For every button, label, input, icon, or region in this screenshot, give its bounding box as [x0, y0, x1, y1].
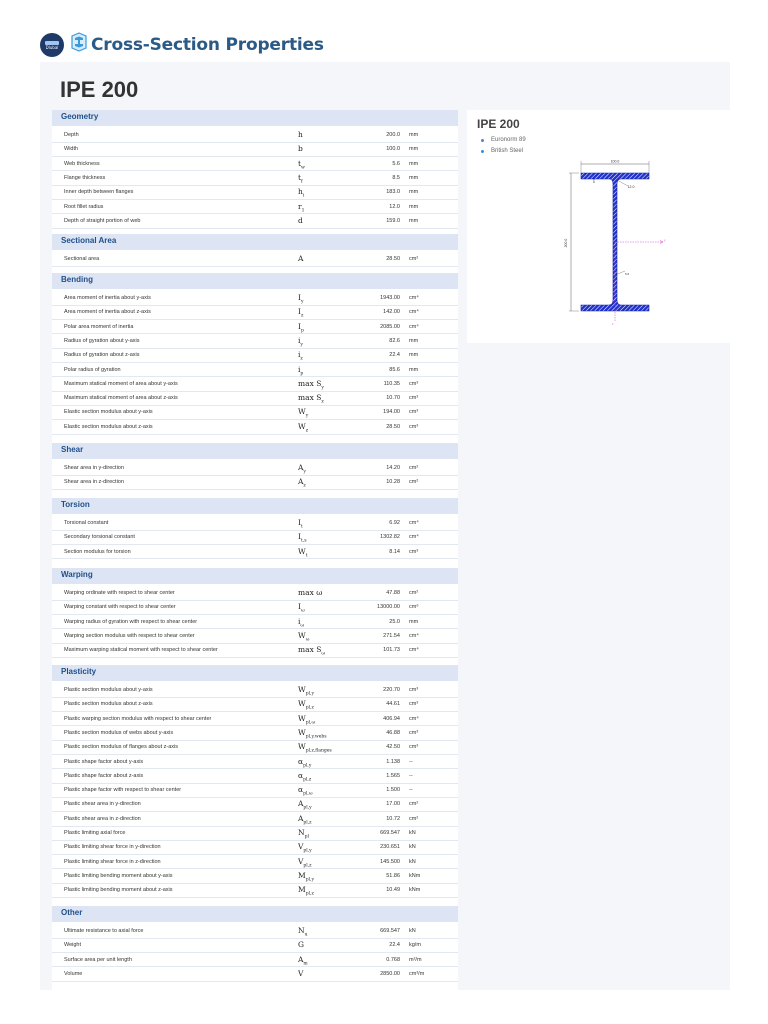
property-description: Warping ordinate with respect to shear center — [64, 590, 175, 596]
property-unit: mm — [409, 217, 419, 224]
property-value: 271.54 — [383, 632, 400, 639]
property-symbol: $i_p$ — [298, 364, 304, 376]
property-value: 1.565 — [386, 772, 400, 779]
table-row — [52, 142, 458, 156]
property-symbol: $W_y$ — [298, 407, 309, 419]
table-row — [52, 545, 458, 559]
property-description: Maximum statical moment of area about z-axis — [64, 395, 178, 402]
table-row — [52, 305, 458, 319]
property-description: Ultimate resistance to axial force — [64, 928, 144, 934]
property-symbol: $W_\omega$ — [298, 630, 310, 643]
property-value: 12.0 — [389, 203, 400, 210]
property-symbol: $t_w$ — [298, 158, 305, 171]
property-symbol: $W_{pl,y,webs}$ — [298, 727, 327, 740]
row-divider — [52, 558, 458, 559]
property-value: 0.768 — [386, 956, 400, 963]
table-row — [52, 391, 458, 405]
property-symbol: $I_\omega$ — [298, 602, 305, 614]
cross-section-app-icon — [70, 32, 88, 52]
property-description: Width — [64, 146, 79, 153]
property-unit: -- — [409, 772, 413, 779]
property-value: 2085.00 — [380, 323, 400, 330]
section-header — [52, 234, 458, 250]
y-axis-label: y — [664, 238, 666, 242]
property-unit: cm³ — [409, 701, 419, 708]
property-description: Depth — [64, 132, 79, 138]
property-symbol: $I_z$ — [298, 307, 304, 319]
property-description: Maximum statical moment of area about y-axis — [64, 380, 178, 387]
property-value: 200.0 — [386, 132, 400, 138]
property-symbol: V — [298, 968, 304, 978]
table-row — [52, 769, 458, 783]
table-row — [52, 348, 458, 362]
property-unit: cm⁴ — [409, 295, 419, 301]
property-symbol: $\max S_z$ — [298, 393, 324, 405]
property-value: 42.50 — [386, 744, 400, 751]
property-symbol: $N_u$ — [298, 926, 308, 938]
table-row — [52, 185, 458, 199]
section-header — [52, 273, 458, 289]
property-description: Plastic section modulus of webs about y-axis — [64, 729, 174, 736]
property-symbol: $I_p$ — [298, 321, 304, 334]
property-unit: mm — [409, 160, 419, 167]
dimension-lines — [569, 161, 649, 311]
property-value: 17.00 — [386, 801, 400, 808]
table-row — [52, 797, 458, 811]
property-symbol: $W_{pl,y}$ — [298, 685, 315, 697]
standards-list — [481, 137, 526, 159]
property-unit: cm² — [409, 801, 419, 808]
section-header-title: Warping — [61, 570, 93, 579]
property-description: Depth of straight portion of web — [64, 217, 141, 224]
table-row — [52, 826, 458, 840]
property-description: Plastic limiting shear force in z-direction — [64, 858, 161, 865]
table-row — [52, 869, 458, 883]
property-value: 22.4 — [389, 352, 400, 359]
width-label: 100.0 — [610, 159, 620, 164]
property-unit: cm³ — [409, 687, 419, 693]
row-divider — [52, 981, 458, 982]
table-row — [52, 840, 458, 854]
table-row — [52, 883, 458, 897]
table-row — [52, 629, 458, 643]
property-description: Area moment of inertia about z-axis — [64, 309, 151, 316]
property-value: 194.00 — [383, 409, 400, 416]
property-value: 8.5 — [392, 174, 400, 181]
property-value: 1943.00 — [380, 295, 400, 301]
table-row — [52, 291, 458, 305]
table-row — [52, 855, 458, 869]
table-row — [52, 697, 458, 711]
property-description: Shear area in y-direction — [64, 465, 124, 471]
property-value: 10.49 — [386, 887, 400, 894]
property-value: 1.138 — [386, 758, 400, 765]
property-unit: cm³ — [409, 423, 419, 430]
property-description: Plastic shape factor with respect to shear center — [64, 787, 182, 794]
property-value: 5.6 — [392, 160, 400, 167]
property-symbol: $A_{pl,z}$ — [298, 813, 312, 826]
property-description: Maximum warping statical moment with respect to shear center — [64, 647, 218, 654]
top-bar — [0, 0, 768, 62]
property-value: 159.0 — [386, 217, 400, 224]
property-value: 85.6 — [389, 366, 400, 373]
table-row — [52, 683, 458, 697]
property-value: 44.61 — [386, 701, 400, 708]
property-unit: cm³ — [409, 409, 419, 416]
property-unit: cm² — [409, 256, 419, 262]
app-title: Cross-Section Properties — [91, 35, 324, 55]
property-value: 2850.00 — [380, 970, 400, 977]
table-row — [52, 924, 458, 938]
table-row — [52, 712, 458, 726]
property-value: 110.35 — [383, 380, 400, 387]
property-unit: cm⁴ — [409, 323, 419, 330]
table-row — [52, 128, 458, 142]
property-unit: mm — [409, 189, 419, 196]
property-symbol: $A_m$ — [298, 954, 308, 967]
property-value: 1.500 — [386, 787, 400, 794]
table-row — [52, 600, 458, 614]
property-description: Secondary torsional constant — [64, 534, 135, 541]
section-header — [52, 498, 458, 514]
table-row — [52, 363, 458, 377]
property-unit: cm² — [409, 479, 419, 486]
property-value: 10.28 — [386, 479, 400, 486]
property-unit: cm² — [409, 590, 419, 596]
property-unit: mm — [409, 174, 419, 181]
property-symbol: $I_t$ — [298, 518, 303, 530]
property-unit: kN — [409, 858, 416, 865]
property-value: 101.73 — [383, 647, 400, 654]
table-row — [52, 586, 458, 600]
property-unit: kN — [409, 928, 416, 934]
table-row — [52, 252, 458, 266]
property-unit: kNm — [409, 872, 421, 879]
property-unit: kg/m — [409, 942, 421, 949]
standard-item[interactable]: Euronorm 89 — [481, 137, 526, 148]
property-symbol: $i_y$ — [298, 335, 303, 348]
property-description: Radius of gyration about z-axis — [64, 352, 140, 359]
property-value: 10.72 — [386, 815, 400, 822]
property-unit: cm⁴ — [409, 534, 419, 541]
property-symbol: $\max S_\omega$ — [298, 645, 326, 657]
property-value: 14.20 — [386, 465, 400, 471]
property-value: 22.4 — [389, 942, 400, 949]
property-value: 145.500 — [380, 858, 400, 865]
property-symbol: $A_{pl,y}$ — [298, 799, 312, 811]
property-description: Root fillet radius — [64, 203, 104, 210]
property-symbol: h — [298, 130, 303, 139]
property-unit: cm⁴ — [409, 520, 419, 526]
property-description: Plastic shear area in y-direction — [64, 801, 141, 808]
table-row — [52, 214, 458, 228]
property-description: Warping constant with respect to shear center — [64, 604, 176, 611]
fillet-label: 12.0 — [627, 185, 635, 189]
table-row — [52, 157, 458, 171]
property-description: Plastic section modulus about z-axis — [64, 701, 153, 708]
property-value: 47.88 — [386, 590, 400, 596]
property-symbol: $A_z$ — [298, 477, 306, 489]
table-row — [52, 530, 458, 544]
row-divider — [52, 266, 458, 267]
property-symbol: $\alpha_{pl,z}$ — [298, 770, 312, 783]
table-row — [52, 726, 458, 740]
property-symbol: $M_{pl,z}$ — [298, 885, 314, 897]
table-row — [52, 755, 458, 769]
z-axis-label: z — [612, 322, 614, 326]
property-unit: mm — [409, 203, 419, 210]
property-value: 6.92 — [389, 520, 400, 526]
property-symbol: G — [298, 940, 304, 950]
property-symbol: max ω — [298, 588, 323, 597]
table-row — [52, 405, 458, 419]
property-unit: cm⁶ — [409, 604, 419, 611]
property-unit: kN — [409, 830, 416, 836]
property-description: Plastic limiting axial force — [64, 830, 126, 836]
property-symbol: $t_f$ — [298, 172, 303, 185]
property-symbol: $r_1$ — [298, 201, 305, 213]
property-description: Plastic section modulus of flanges about z-axis — [64, 744, 179, 751]
dlubal-logo-icon: Dlubal — [40, 33, 64, 57]
property-description: Plastic limiting bending moment about z-axis — [64, 887, 173, 894]
section-header — [52, 110, 458, 126]
property-unit: kN — [409, 844, 416, 851]
property-description: Flange thickness — [64, 174, 106, 181]
property-symbol: $V_{pl,y}$ — [298, 842, 312, 854]
property-description: Elastic section modulus about y-axis — [64, 409, 153, 416]
property-unit: mm — [409, 337, 419, 344]
property-value: 669.547 — [380, 830, 400, 836]
property-unit: mm — [409, 352, 419, 359]
property-unit: cm⁴ — [409, 715, 419, 722]
preview-title: IPE 200 — [477, 117, 520, 131]
table-row — [52, 812, 458, 826]
property-value: 142.00 — [383, 309, 400, 316]
table-row — [52, 953, 458, 967]
property-symbol: A — [298, 254, 304, 263]
property-symbol: $A_y$ — [298, 463, 306, 475]
property-description: Plastic limiting bending moment about y-axis — [64, 872, 173, 879]
property-unit: kNm — [409, 887, 421, 894]
property-symbol: $W_t$ — [298, 546, 308, 559]
table-row — [52, 461, 458, 475]
section-header-title: Geometry — [61, 112, 99, 121]
property-unit: mm — [409, 132, 419, 138]
property-description: Polar area moment of inertia — [64, 323, 134, 330]
table-row — [52, 334, 458, 348]
property-description: Section modulus for torsion — [64, 548, 131, 555]
property-value: 46.88 — [386, 729, 400, 736]
section-header — [52, 906, 458, 922]
property-unit: m²/m — [409, 956, 422, 963]
property-value: 13000.00 — [377, 604, 400, 611]
section-header — [52, 568, 458, 584]
property-value: 25.0 — [389, 618, 400, 625]
property-symbol: $V_{pl,z}$ — [298, 856, 312, 869]
property-value: 100.0 — [386, 146, 400, 153]
property-unit: mm — [409, 146, 419, 153]
property-value: 183.0 — [386, 189, 400, 196]
section-header-title: Other — [61, 908, 83, 917]
property-description: Plastic shape factor about y-axis — [64, 758, 144, 765]
property-value: 406.94 — [383, 715, 400, 722]
property-symbol: $M_{pl,y}$ — [298, 870, 314, 883]
i-beam-drawing — [555, 155, 675, 330]
section-header-title: Bending — [61, 275, 93, 284]
property-description: Torsional constant — [64, 520, 109, 526]
property-unit: cm³/m — [409, 970, 425, 977]
property-description: Elastic section modulus about z-axis — [64, 423, 153, 430]
property-value: 28.50 — [386, 256, 400, 262]
property-symbol: $i_z$ — [298, 350, 303, 362]
property-description: Sectional area — [64, 256, 100, 262]
property-description: Area moment of inertia about y-axis — [64, 295, 151, 301]
section-header-title: Plasticity — [61, 667, 97, 676]
property-symbol: $W_{pl,z}$ — [298, 699, 314, 711]
property-symbol: $I_{t,s}$ — [298, 532, 307, 544]
property-description: Plastic section modulus about y-axis — [64, 687, 153, 693]
table-row — [52, 783, 458, 797]
table-row — [52, 377, 458, 391]
row-divider — [52, 657, 458, 658]
property-unit: cm³ — [409, 744, 419, 751]
flange-label: 8.5 — [592, 178, 596, 183]
property-description: Plastic shear area in z-direction — [64, 815, 141, 822]
property-value: 82.6 — [389, 337, 400, 344]
property-description: Plastic limiting shear force in y-direction — [64, 844, 161, 851]
property-description: Shear area in z-direction — [64, 479, 124, 486]
table-row — [52, 420, 458, 434]
row-divider — [52, 228, 458, 229]
table-row — [52, 967, 458, 981]
table-row — [52, 643, 458, 657]
property-symbol: $\alpha_{pl,y}$ — [298, 756, 312, 768]
section-header — [52, 443, 458, 459]
property-unit: cm⁴ — [409, 632, 419, 639]
table-row — [52, 615, 458, 629]
property-value: 669.547 — [380, 928, 400, 934]
property-symbol: d — [298, 215, 303, 225]
row-divider — [52, 489, 458, 490]
property-description: Inner depth between flanges — [64, 189, 134, 196]
property-value: 1302.82 — [380, 534, 400, 541]
table-row — [52, 320, 458, 334]
property-value: 28.50 — [386, 423, 400, 430]
row-divider — [52, 434, 458, 435]
property-description: Plastic shape factor about z-axis — [64, 772, 144, 779]
property-symbol: $W_{pl,\omega}$ — [298, 713, 316, 726]
property-value: 51.86 — [386, 872, 400, 879]
property-symbol: $\max S_y$ — [298, 378, 324, 391]
property-symbol: $W_{pl,z,flanges}$ — [298, 742, 332, 754]
property-unit: cm² — [409, 815, 419, 822]
row-divider — [52, 897, 458, 898]
property-symbol: $I_y$ — [298, 293, 304, 305]
section-header-title: Torsion — [61, 500, 90, 509]
table-row — [52, 938, 458, 952]
property-symbol: $\alpha_{pl,\omega}$ — [298, 785, 313, 797]
property-description: Web thickness — [64, 160, 100, 167]
standard-item[interactable]: British Steel — [481, 148, 526, 159]
property-symbol: $W_z$ — [298, 421, 309, 434]
property-value: 10.70 — [386, 395, 400, 402]
property-description: Surface area per unit length — [64, 956, 132, 963]
property-description: Weight — [64, 942, 82, 949]
property-description: Polar radius of gyration — [64, 366, 121, 373]
web-label: 5.6 — [625, 272, 630, 276]
table-row — [52, 516, 458, 530]
property-unit: mm — [409, 366, 419, 373]
property-unit: cm³ — [409, 380, 419, 387]
height-label: 200.0 — [564, 238, 568, 248]
property-value: 220.70 — [383, 687, 400, 693]
property-symbol: $N_{pl}$ — [298, 828, 309, 840]
section-header-title: Sectional Area — [61, 236, 117, 245]
property-symbol: $h_i$ — [298, 187, 305, 199]
property-unit: -- — [409, 787, 413, 794]
table-row — [52, 171, 458, 185]
section-header — [52, 665, 458, 681]
property-value: 230.651 — [380, 844, 400, 851]
property-unit: cm² — [409, 465, 419, 471]
section-header-title: Shear — [61, 445, 84, 454]
property-unit: mm — [409, 618, 419, 625]
property-unit: cm³ — [409, 395, 419, 402]
property-symbol: $i_\omega$ — [298, 616, 305, 629]
property-description: Volume — [64, 970, 83, 977]
table-row — [52, 475, 458, 489]
property-description: Plastic warping section modulus with respect to shear center — [64, 715, 212, 722]
property-unit: cm³ — [409, 729, 419, 736]
table-row — [52, 740, 458, 754]
table-row — [52, 200, 458, 214]
page-title: IPE 200 — [60, 77, 139, 102]
property-description: Radius of gyration about y-axis — [64, 337, 140, 344]
property-unit: cm⁴ — [409, 309, 419, 316]
property-unit: cm³ — [409, 548, 419, 555]
property-unit: -- — [409, 758, 413, 765]
property-description: Warping radius of gyration with respect to shear center — [64, 618, 198, 625]
property-value: 8.14 — [389, 548, 400, 555]
property-symbol: b — [298, 144, 303, 154]
property-unit: cm⁴ — [409, 647, 419, 654]
property-description: Warping section modulus with respect to shear center — [64, 632, 195, 639]
